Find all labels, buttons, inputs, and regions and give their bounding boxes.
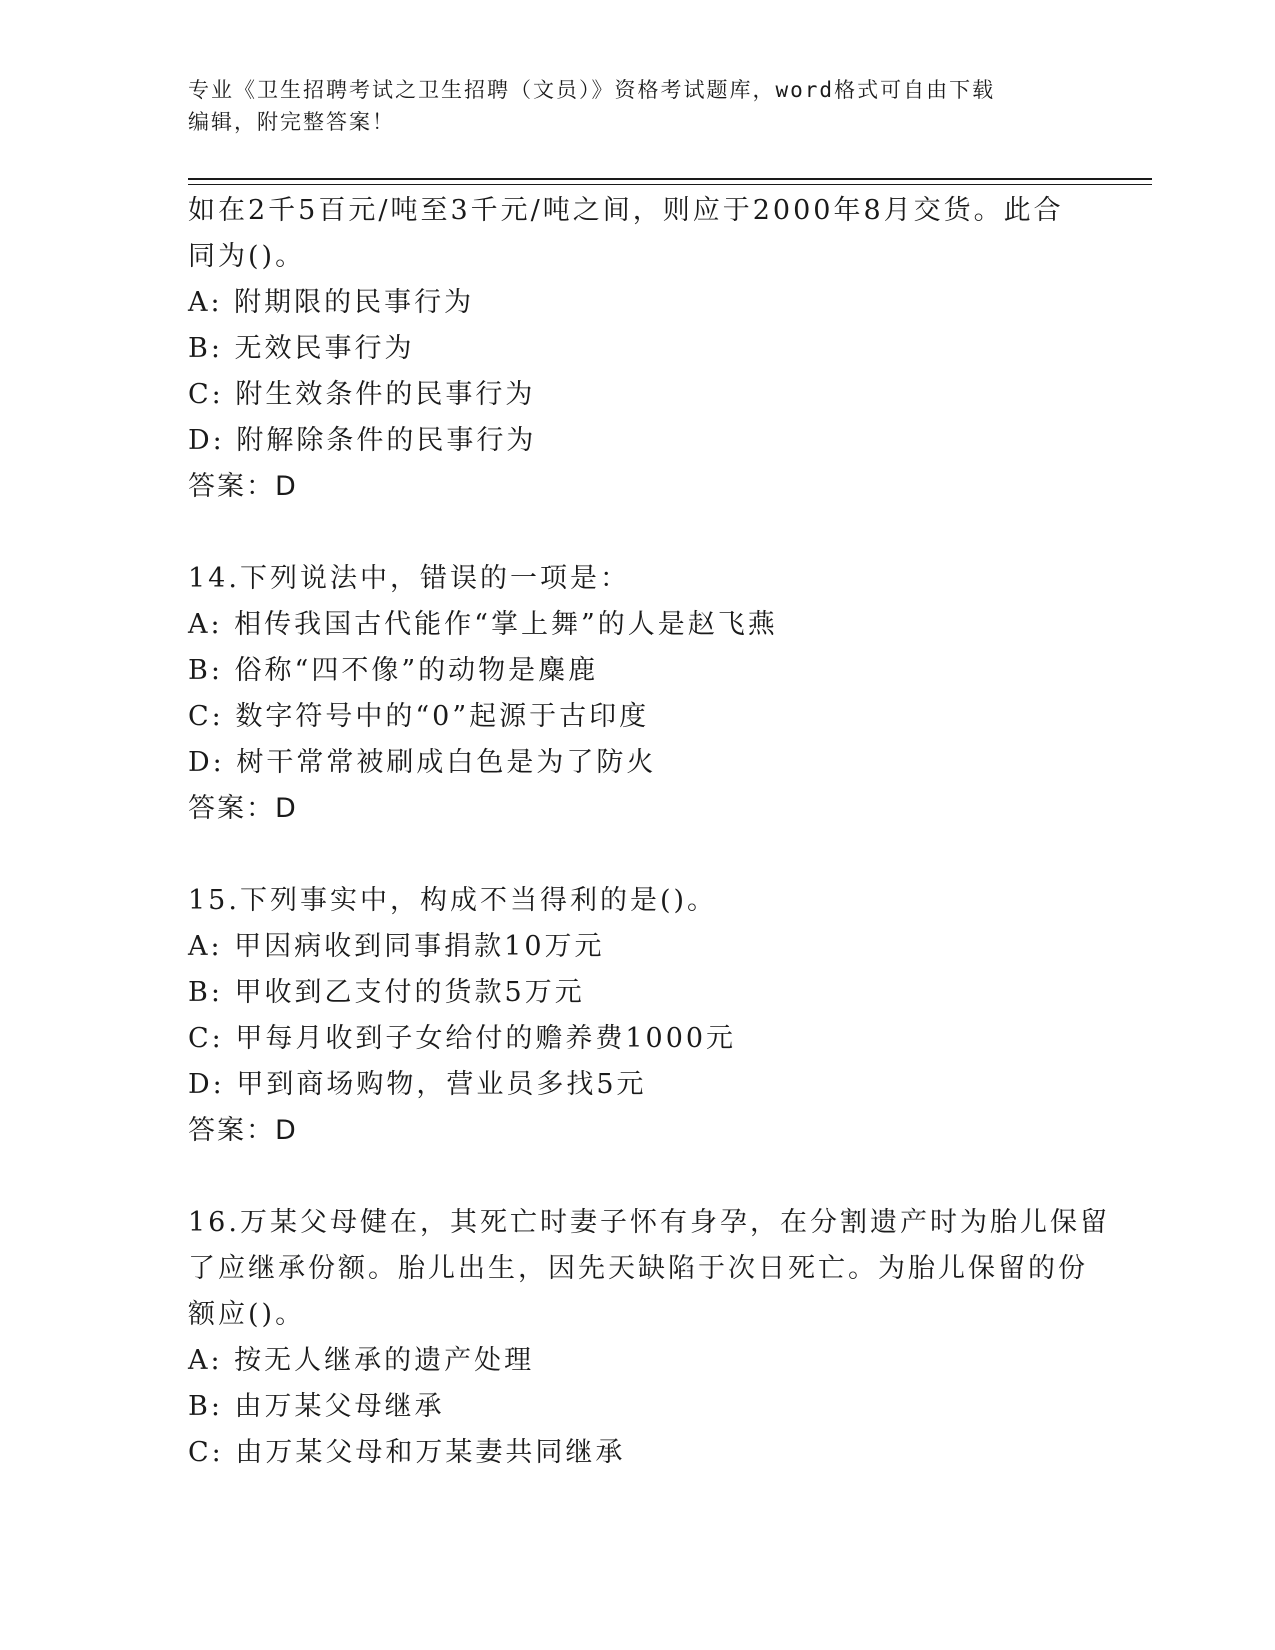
header-divider-thin [188, 184, 1152, 185]
option-d: D: 树干常常被刷成白色是为了防火 [188, 747, 657, 778]
option-a: A: 甲因病收到同事捐款10万元 [188, 931, 605, 962]
question-15 [188, 878, 1088, 1154]
spacer [188, 510, 1088, 556]
option-b: B: 由万某父母继承 [188, 1391, 445, 1422]
question-stem-line: 了应继承份额。胎儿出生，因先天缺陷于次日死亡。为胎儿保留的份 [188, 1253, 1088, 1284]
option-b: B: 俗称“四不像”的动物是麋鹿 [188, 655, 599, 686]
option-c: C: 由万某父母和万某妻共同继承 [188, 1437, 626, 1468]
option-a: A: 附期限的民事行为 [188, 287, 475, 318]
option-a: A: 相传我国古代能作“掌上舞”的人是赵飞燕 [188, 609, 778, 640]
header-line-1: 专业《卫生招聘考试之卫生招聘（文员）》资格考试题库，word格式可自由下载 [188, 78, 996, 102]
option-c: C: 附生效条件的民事行为 [188, 379, 536, 410]
page-header [188, 74, 1088, 138]
spacer [188, 832, 1088, 878]
question-stem-line: 14.下列说法中，错误的一项是： [188, 563, 630, 594]
option-d: D: 附解除条件的民事行为 [188, 425, 537, 456]
spacer [188, 1154, 1088, 1200]
option-c: C: 甲每月收到子女给付的赡养费1000元 [188, 1023, 737, 1054]
question-stem-line: 如在2千5百元/吨至3千元/吨之间，则应于2000年8月交货。此合 [188, 195, 1064, 226]
answer-label: 答案：D [188, 1115, 298, 1146]
header-line-2: 编辑，附完整答案！ [188, 110, 395, 134]
header-divider-thick [188, 178, 1152, 180]
option-c: C: 数字符号中的“0”起源于古印度 [188, 701, 650, 732]
question-16 [188, 1200, 1110, 1476]
option-a: A: 按无人继承的遗产处理 [188, 1345, 535, 1376]
question-stem-line: 额应()。 [188, 1299, 306, 1330]
option-b: B: 甲收到乙支付的货款5万元 [188, 977, 585, 1008]
option-d: D: 甲到商场购物，营业员多找5元 [188, 1069, 647, 1100]
question-stem-line: 同为()。 [188, 241, 306, 272]
question-content [188, 188, 1110, 1476]
question-stem-line: 16.万某父母健在，其死亡时妻子怀有身孕，在分割遗产时为胎儿保留 [188, 1207, 1110, 1238]
question-13 [188, 188, 1088, 510]
question-14 [188, 556, 1088, 832]
answer-label: 答案：D [188, 471, 298, 502]
option-b: B: 无效民事行为 [188, 333, 415, 364]
answer-label: 答案：D [188, 793, 298, 824]
question-stem-line: 15.下列事实中，构成不当得利的是()。 [188, 885, 718, 916]
